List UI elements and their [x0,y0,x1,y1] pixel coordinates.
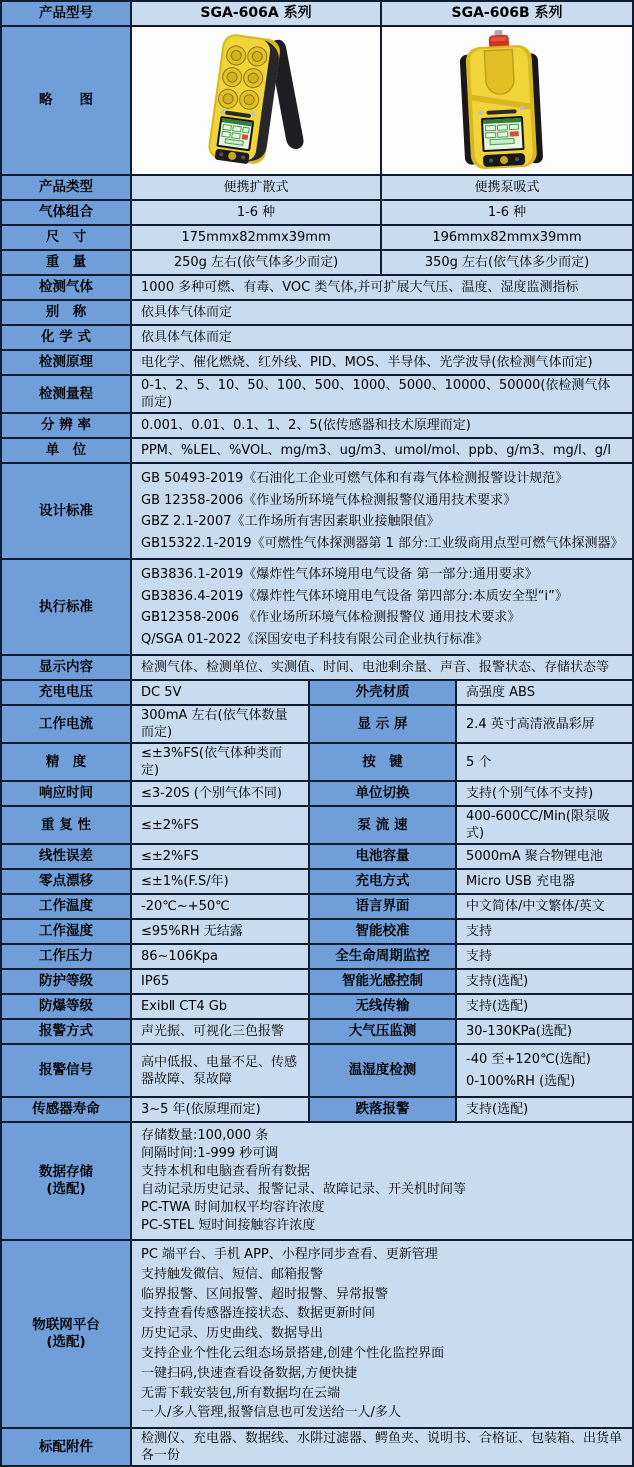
row-detected-gases [2,276,632,301]
feature-line: 临界报警、区间报警、超时报警、异常报警 [141,1286,389,1302]
row-label: 电池容量 [310,845,457,868]
series-a-value: 175mmx82mmx39mm [132,226,382,249]
row-product-type [2,176,632,201]
spec-value: ExibⅡ CT4 Gb [132,995,310,1018]
row-label-line: (选配) [46,1334,86,1351]
row-zero-drift [2,870,632,895]
row-standard-accessories [2,1429,632,1467]
table-row-header [2,2,632,27]
spec-value: 5 个 [457,744,632,780]
series-b-value: 350g 左右(依气体多少而定) [382,251,632,274]
row-label: 重 复 性 [2,807,132,843]
row-sensor-life [2,1098,632,1123]
row-label: 检测原理 [2,351,132,374]
spec-value: 3~5 年(依原理而定) [132,1098,310,1121]
spec-value: ≤±2%FS [132,807,310,843]
row-label: 大气压监测 [310,1020,457,1043]
row-value: 依具体气体而定 [132,301,632,324]
spec-value: 300mA 左右(依气体数量而定) [132,706,310,742]
row-label: 产品类型 [2,176,132,199]
spec-value [457,1045,632,1096]
row-label: 充电方式 [310,870,457,893]
spec-value: ≤±1%(F.S/年) [132,870,310,893]
row-label: 尺 寸 [2,226,132,249]
standard-line: GB 12358-2006《作业场所环境气体检测报警仪通用技术要求》 [141,492,517,508]
row-label: 分 辨 率 [2,414,132,437]
row-alarm-mode [2,1020,632,1045]
row-protection-rating [2,970,632,995]
feature-line: 支持本机和电脑查看所有数据 [141,1164,311,1179]
feature-line: 支持触发微信、短信、邮箱报警 [141,1266,324,1282]
row-working-temperature [2,895,632,920]
spec-value: 声光振、可视化三色报警 [132,1020,310,1043]
device-a-image-cell [132,27,382,174]
pump-detector-image [422,29,592,172]
feature-line: 支持查看传感器连接状态、数据更新时间 [141,1306,376,1322]
row-working-pressure [2,945,632,970]
series-b-header: SGA-606B 系列 [382,2,632,25]
row-label [2,1123,132,1239]
row-label: 报警信号 [2,1045,132,1096]
series-b-value: 1-6 种 [382,201,632,224]
feature-line: 一人/多人管理,报警信息也可发送给一人/多人 [141,1405,401,1421]
row-value: 依具体气体而定 [132,326,632,349]
sketch-label: 略 图 [2,27,132,174]
row-accuracy [2,744,632,782]
spec-value: -20℃~+50℃ [132,895,310,918]
feature-line: 自动记录历史记录、报警记录、故障记录、开关机时间等 [141,1182,467,1197]
spec-value: ≤95%RH 无结露 [132,920,310,943]
row-label: 执行标准 [2,560,132,654]
row-label: 传感器寿命 [2,1098,132,1121]
row-gas-combination [2,201,632,226]
spec-value: 高强度 ABS [457,681,632,704]
spec-value: DC 5V [132,681,310,704]
row-weight [2,251,632,276]
series-a-value: 250g 左右(依气体多少而定) [132,251,382,274]
spec-value-line: 0-100%RH (选配) [466,1073,576,1089]
feature-line: 存储数量:100,000 条 [141,1128,269,1143]
row-label: 检测气体 [2,276,132,299]
spec-value: ≤±3%FS(依气体种类而定) [132,744,310,780]
standard-line: GB 50493-2019《石油化工企业可燃气体和有毒气体检测报警设计规范》 [141,471,569,486]
row-label: 工作湿度 [2,920,132,943]
spec-value: 5000mA 聚合物锂电池 [457,845,632,868]
standard-line: Q/SGA 01-2022《深国安电子科技有限公司企业执行标准》 [141,631,489,647]
spec-value: 支持(选配) [457,970,632,993]
standard-line: GB15322.1-2019《可燃性气体探测器第 1 部分:工业级商用点型可燃气体探测器》 [141,535,624,551]
data-storage-list [132,1123,632,1239]
row-explosion-proof-rating [2,995,632,1020]
spec-value: 400-600CC/Min(限泵吸式) [457,807,632,843]
row-label: 泵 流 速 [310,807,457,843]
row-display-content [2,656,632,681]
row-executive-standards [2,560,632,656]
spec-value-line: -40 至+120℃(选配) [466,1052,591,1067]
spec-value: 支持(选配) [457,1098,632,1121]
spec-value: 支持 [457,945,632,968]
row-label: 检测量程 [2,376,132,412]
feature-line: PC-TWA 时间加权平均容许浓度 [141,1200,325,1215]
standard-line: GB3836.4-2019《爆炸性气体环境用电气设备 第四部分:本质安全型“i”》 [141,588,568,604]
spec-value: 中文简体/中文繁体/英文 [457,895,632,918]
row-value: 0.001、0.01、0.1、1、2、5(依传感器和技术原理而定) [132,414,632,437]
row-detection-range [2,376,632,414]
row-repeatability [2,807,632,845]
row-working-humidity [2,920,632,945]
iot-feature-list [132,1241,632,1427]
row-label: 语言界面 [310,895,457,918]
row-label: 外壳材质 [310,681,457,704]
row-label: 跌落报警 [310,1098,457,1121]
row-chemical-formula [2,326,632,351]
row-value: 检测气体、检测单位、实测值、时间、电池剩余量、声音、报警状态、存储状态等 [132,656,632,679]
row-label: 零点漂移 [2,870,132,893]
row-label: 智能光感控制 [310,970,457,993]
row-alarm-signal [2,1045,632,1098]
row-label: 温湿度检测 [310,1045,457,1096]
row-label: 按 键 [310,744,457,780]
row-label: 工作电流 [2,706,132,742]
row-resolution [2,414,632,439]
series-a-value: 便携扩散式 [132,176,382,199]
feature-line: 支持企业个性化云组态场景搭建,创建个性化监控界面 [141,1345,445,1361]
feature-line: PC-STEL 短时间接触容许浓度 [141,1218,316,1233]
row-value: PPM、%LEL、%VOL、mg/m3、ug/m3、umol/mol、ppb、g/m3、mg/l、g/l [132,439,632,462]
spec-value: 86~106Kpa [132,945,310,968]
row-value: 1000 多种可燃、有毒、VOC 类气体,并可扩展大气压、温度、湿度监测指标 [132,276,632,299]
row-label-line: 物联网平台 [32,1317,100,1334]
row-label [2,1241,132,1427]
row-label: 全生命周期监控 [310,945,457,968]
row-label: 响应时间 [2,782,132,805]
row-charge-voltage [2,681,632,706]
row-label-line: (选配) [46,1181,86,1197]
row-design-standards [2,464,632,560]
spec-value: 30-130KPa(选配) [457,1020,632,1043]
row-label: 充电电压 [2,681,132,704]
spec-value: 支持(选配) [457,995,632,1018]
spec-value: 2.4 英寸高清液晶彩屏 [457,706,632,742]
row-value: 0-1、2、5、10、50、100、500、1000、5000、10000、50000(依检测气体而定) [132,376,632,412]
row-data-storage [2,1123,632,1241]
series-a-value: 1-6 种 [132,201,382,224]
spec-value: ≤±2%FS [132,845,310,868]
row-working-current [2,706,632,744]
row-value: 电化学、催化燃烧、红外线、PID、MOS、半导体、光学波导(依检测气体而定) [132,351,632,374]
row-label: 气体组合 [2,201,132,224]
header-label: 产品型号 [2,2,132,25]
row-units [2,439,632,464]
standard-line: GBZ 2.1-2007《工作场所有害因素职业接触限值》 [141,514,440,529]
row-label: 精 度 [2,744,132,780]
feature-line: PC 端平台、手机 APP、小程序同步查看、更新管理 [141,1247,438,1262]
device-b-image-cell [382,27,632,174]
row-response-time [2,782,632,807]
row-label: 显示内容 [2,656,132,679]
standard-line: GB12358-2006 《作业场所环境气体检测报警仪 通用技术要求》 [141,610,521,625]
row-label: 标配附件 [2,1429,132,1465]
row-label: 别 称 [2,301,132,324]
standard-line: GB3836.1-2019《爆炸性气体环境用电气设备 第一部分:通用要求》 [141,567,538,582]
spec-value: 支持(个别气体不支持) [457,782,632,805]
row-label: 防护等级 [2,970,132,993]
row-dimensions [2,226,632,251]
feature-line: 间隔时间:1-999 秒可调 [141,1146,279,1161]
row-label: 线性误差 [2,845,132,868]
row-label: 报警方式 [2,1020,132,1043]
row-linearity-error [2,845,632,870]
feature-line: 无需下载安装包,所有数据均在云端 [141,1385,341,1401]
design-standards-list [132,464,632,558]
row-value: 检测仪、充电器、数据线、水阱过滤器、鳄鱼夹、说明书、合格证、包装箱、出货单各一份 [132,1429,632,1465]
spec-value: Micro USB 充电器 [457,870,632,893]
row-label: 重 量 [2,251,132,274]
series-a-header: SGA-606A 系列 [132,2,382,25]
row-label: 无线传输 [310,995,457,1018]
row-label: 工作温度 [2,895,132,918]
diffusion-detector-image [171,29,341,172]
row-iot-platform [2,1241,632,1429]
row-label: 单 位 [2,439,132,462]
series-b-value: 便携泵吸式 [382,176,632,199]
row-label: 工作压力 [2,945,132,968]
row-label: 防爆等级 [2,995,132,1018]
spec-value: 高中低报、电量不足、传感器故障、泵故障 [132,1045,310,1096]
executive-standards-list [132,560,632,654]
row-label: 化 学 式 [2,326,132,349]
spec-value: IP65 [132,970,310,993]
feature-line: 一键扫码,快速查看设备数据,方便快捷 [141,1365,358,1381]
series-b-value: 196mmx82mmx39mm [382,226,632,249]
row-detection-principle [2,351,632,376]
table-row-sketch [2,27,632,176]
spec-value: 支持 [457,920,632,943]
row-label: 智能校准 [310,920,457,943]
feature-line: 历史记录、历史曲线、数据导出 [141,1326,324,1342]
row-alias [2,301,632,326]
row-label: 显 示 屏 [310,706,457,742]
row-label: 设计标准 [2,464,132,558]
row-label: 单位切换 [310,782,457,805]
row-label-line: 数据存储 [39,1164,93,1180]
spec-value: ≤3-20S (个别气体不同) [132,782,310,805]
